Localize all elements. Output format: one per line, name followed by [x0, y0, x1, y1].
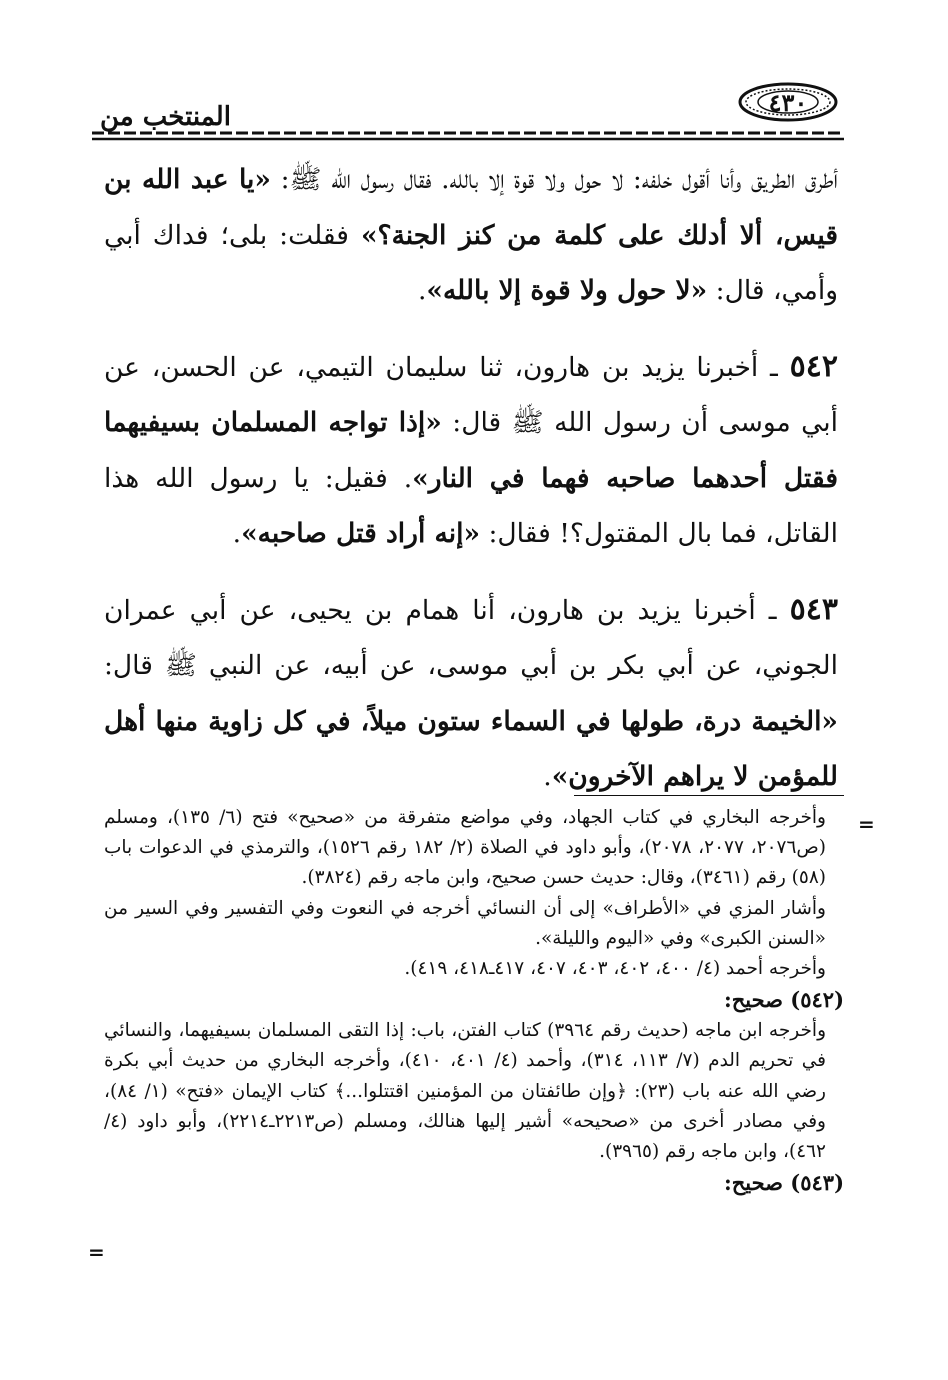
hadith-quote: «يا عبد الله بن قيس، ألا أدلك على كلمة من كنز الجنة؟» — [104, 164, 838, 251]
text-segment: أطرق الطريق وأنا أقول خلفه: لا حول ولا قوة إلا بالله. فقال رسول الله ﷺ: — [271, 164, 838, 195]
header-divider — [92, 130, 844, 142]
footnote-block-542 — [104, 1016, 844, 1167]
main-text — [104, 152, 838, 805]
hadith-number: ٥٤٢ — [789, 348, 838, 384]
paragraph-continuation — [104, 152, 838, 319]
footnote-separator — [574, 795, 844, 796]
hadith-number: ٥٤٣ — [789, 591, 838, 627]
text-segment: . — [543, 761, 552, 792]
text-segment: . — [417, 275, 427, 306]
hadith-quote: «إنه أراد قتل صاحبه» — [241, 518, 481, 549]
continuation-mark: = — [858, 812, 875, 836]
footnote-paragraph: وأخرجه ابن ماجه (حديث رقم ٣٩٦٤) كتاب الفتن، باب: إذا التقى المسلمان بسيفيهما، والنسائي في تحريم الدم (٧/ ١١٣، ٣١٤)، وأحمد (٤/ ٤٠١، ٤١٠)، وأخرجه البخاري من حديث أبي بكرة رضي الله عنه باب (٢٣): ﴿وإن طائفتان من المؤمنين اقتتلوا...﴾ كتاب الإيمان «فتح» (١/ ٨٤)، وفي مصادر أخرى من «صحيحه» أشير إليها هنالك، ومسلم (ص٢٢١٣ـ٢٢١٤)، وأبو داود (٤/ ٤٦٢)، وابن ماجه رقم (٣٩٦٥). — [104, 1020, 827, 1163]
page-number: ٤٣٠ — [768, 88, 808, 117]
text-segment: ـ أخبرنا يزيد بن هارون، أنا همام بن يحيى، عن أبي عمران الجوني، عن أبي بكر بن أبي موسى، عن أبيه، عن النبي ﷺ قال: — [104, 594, 838, 681]
hadith-542 — [104, 339, 838, 562]
footnote-paragraph: وأخرجه البخاري في كتاب الجهاد، وفي مواضع متفرقة من «صحيح» فتح (٦/ ١٣٥)، ومسلم (ص٢٠٧٦، ٢٠٧٧، ٢٠٧٨)، وأبو داود في الصلاة (٢/ ١٨٢ رقم ١٥٢٦)، والترمذي في الدعوات باب (٥٨) رقم (٣٤٦١)، وقال: حديث حسن صحيح، وابن ماجه رقم (٣٨٢٤). — [104, 807, 826, 889]
footnote-paragraph: وأخرجه أحمد (٤/ ٤٠٠، ٤٠٢، ٤٠٣، ٤٠٧، ٤١٧ـ٤١٨، ٤١٩). — [404, 958, 826, 980]
continuation-mark: = — [88, 1240, 105, 1264]
text-segment: فقلت: بلى؛ فداك أبي وأمي، قال: — [104, 219, 838, 306]
running-title: المنتخب من — [100, 102, 231, 132]
hadith-quote: «الخيمة درة، طولها في السماء ستون ميلاً، في كل زاوية منها أهل للمؤمن لا يراهم الآخرون» — [104, 705, 838, 792]
footnote-paragraph: وأشار المزي في «الأطراف» إلى أن النسائي أخرجه في النعوت وفي التفسير وفي السير من «السنن الكبرى» وفي «اليوم والليلة». — [104, 897, 826, 949]
text-segment: . — [232, 518, 242, 549]
text-segment: ـ أخبرنا يزيد بن هارون، ثنا سليمان التيمي، عن الحسن، عن أبي موسى أن رسول الله ﷺ قال: — [104, 351, 838, 438]
hadith-543 — [104, 582, 838, 805]
footnote-block-541 — [104, 803, 844, 984]
text-segment: . فقيل: يا رسول الله هذا القاتل، فما بال المقتول؟! فقال: — [104, 462, 838, 549]
page-number-badge — [738, 82, 838, 126]
hadith-quote: «إذا تواجه المسلمان بسيفيهما فقتل أحدهما صاحبه فهما في النار» — [104, 407, 838, 494]
footnotes — [104, 803, 844, 1199]
footnote-heading-542: (٥٤٢) صحيح: — [723, 987, 844, 1013]
footnote-heading-543: (٥٤٣) صحيح: — [723, 1170, 844, 1196]
hadith-quote: «لا حول ولا قوة إلا بالله» — [426, 275, 708, 306]
page-header — [92, 82, 844, 142]
